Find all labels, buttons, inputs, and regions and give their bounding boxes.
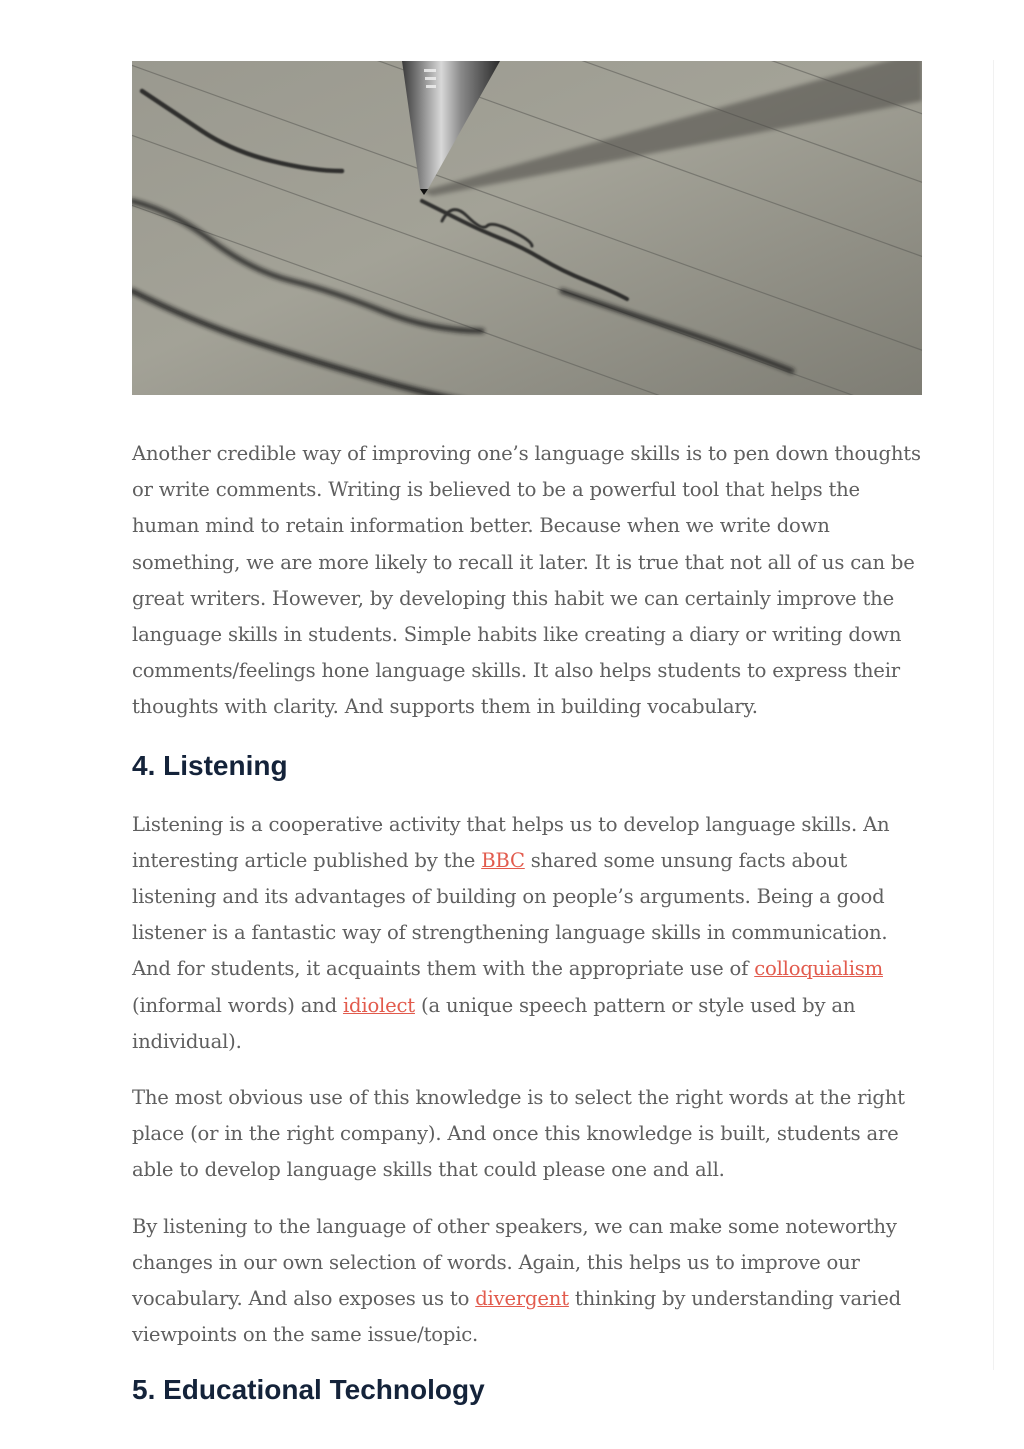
- hero-image: [132, 61, 922, 395]
- article-body: [132, 61, 922, 1407]
- text-segment: (a unique speech pattern or style used by an individual).: [132, 993, 856, 1053]
- text-segment: Listening is a cooperative activity that helps us to develop language skills. An interesting article published by the: [132, 812, 890, 872]
- heading-educational-technology: 5. Educational Technology: [132, 1374, 485, 1406]
- paragraph-listening-3: [132, 1209, 922, 1354]
- paragraph-listening-1: [132, 807, 922, 1060]
- link-bbc[interactable]: BBC: [481, 848, 525, 872]
- text-segment: (informal words) and: [132, 993, 343, 1017]
- paragraph-listening-2: The most obvious use of this knowledge is to select the right words at the right place (or in the right company). And once this knowledge is built, students are able to develop language skills that could please one and all.: [132, 1086, 905, 1182]
- link-colloquialism[interactable]: colloquialism: [754, 957, 883, 981]
- text-segment: By listening to the language of other speakers, we can make some noteworthy changes in our own selection of words. Again, this helps us to improve our vocabulary. And also exposes us to: [132, 1214, 897, 1311]
- link-idiolect[interactable]: idiolect: [342, 993, 415, 1017]
- text-segment: thinking by understanding varied viewpoints on the same issue/topic.: [132, 1287, 901, 1347]
- page-edge-divider: [993, 60, 994, 1370]
- text-segment: shared some unsung facts about listening and its advantages of building on people’s arguments. Being a good listener is a fantastic way of strengthening language skills in communication. And for students, it acquaints them with the appropriate use of: [132, 848, 888, 981]
- heading-listening: 4. Listening: [132, 749, 288, 781]
- paragraph-writing: Another credible way of improving one’s language skills is to pen down thoughts or write comments. Writing is believed to be a powerful tool that helps the human mind to retain information better. Because when we write down something, we are more likely to recall it later. It is true that not all of us can be great writers. However, by developing this habit we can certainly improve the language skills in students. Simple habits like creating a diary or writing down comments/feelings hone language skills. It also helps students to express their thoughts with clarity. And supports them in building vocabulary.: [132, 442, 921, 719]
- link-divergent[interactable]: divergent: [475, 1287, 569, 1311]
